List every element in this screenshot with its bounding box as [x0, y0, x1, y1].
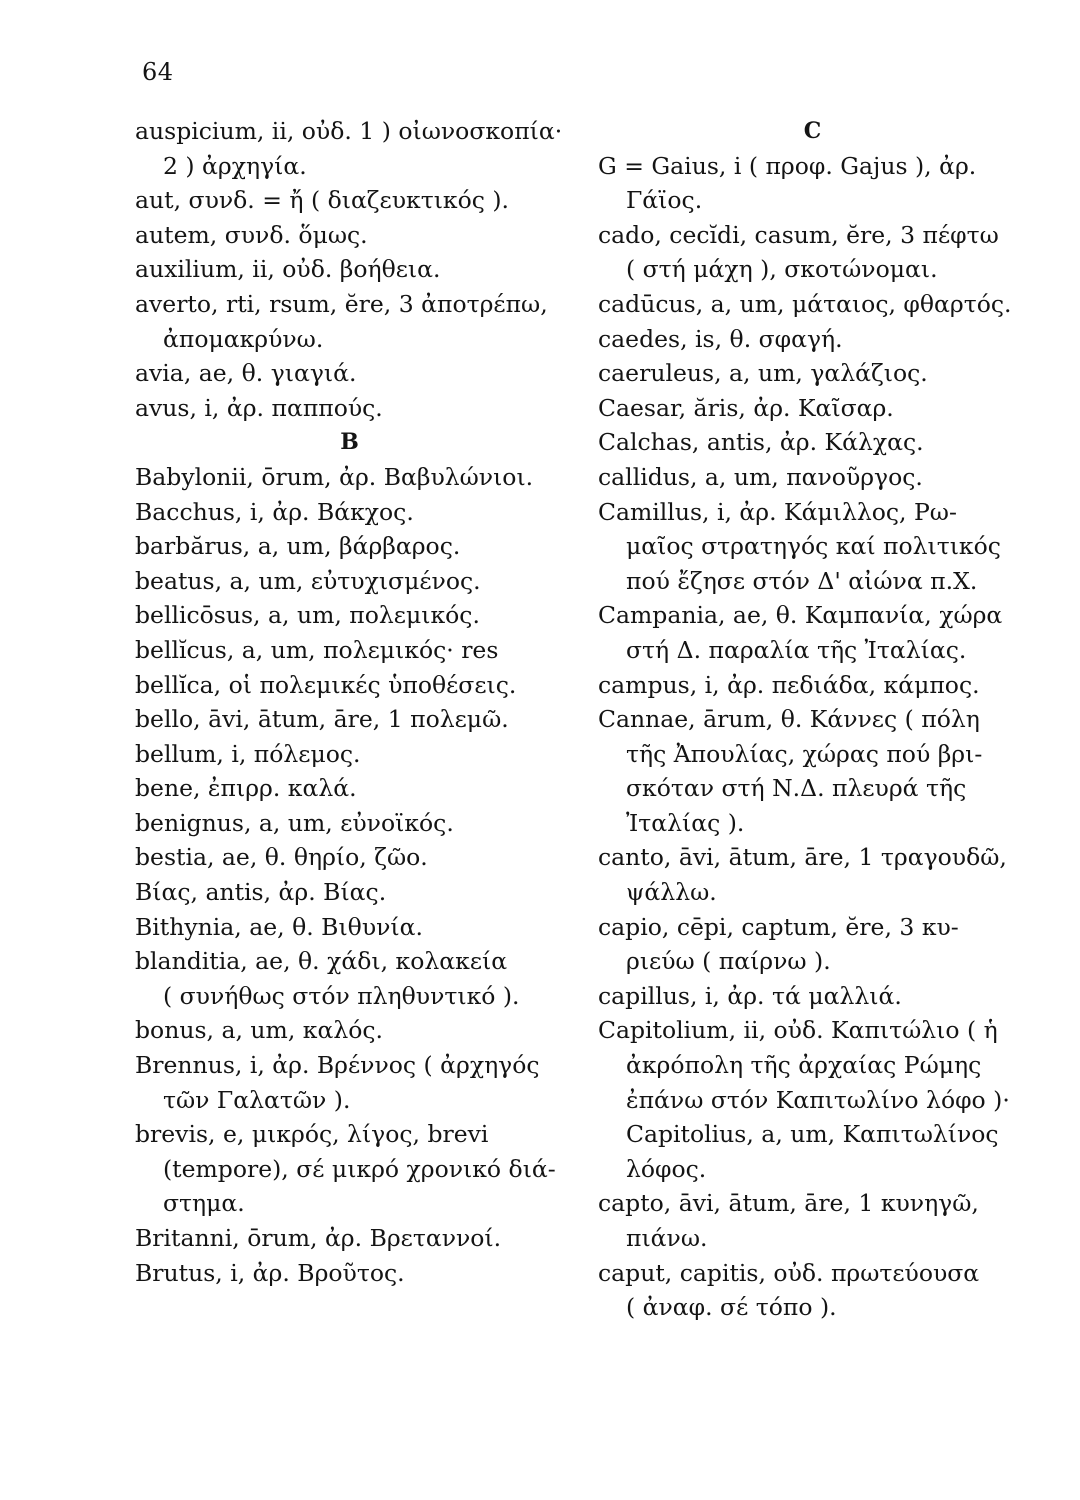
dictionary-line: Campania, ae, θ. Καμπανία, χώρα	[598, 601, 1003, 630]
dictionary-line: barbărus, a, um, βάρβαρος.	[135, 532, 461, 561]
dictionary-line: callidus, a, um, πανοῦργος.	[598, 462, 923, 491]
dictionary-line: μαῖος στρατηγός καί πολιτικός	[626, 532, 1001, 561]
dictionary-line: caput, capitis, οὐδ. πρωτεύουσα	[598, 1258, 980, 1287]
dictionary-line: ἀκρόπολη τῆς ἀρχαίας Ρώμης	[626, 1051, 982, 1080]
dictionary-line: bellĭca, οἱ πολεμικές ὑποθέσεις.	[135, 670, 517, 699]
dictionary-line: Britanni, ōrum, ἀρ. Βρεταννοί.	[135, 1224, 502, 1252]
dictionary-line: auxilium, ii, οὐδ. βοήθεια.	[135, 255, 441, 284]
dictionary-line: ( ἀναφ. σέ τόπο ).	[626, 1293, 837, 1322]
dictionary-line: bene, ἐπιρρ. καλά.	[135, 774, 357, 803]
dictionary-line: capillus, i, ἀρ. τά μαλλιά.	[598, 981, 902, 1010]
page-number: 64	[142, 58, 174, 86]
dictionary-line: 2 ) ἀρχηγία.	[163, 151, 307, 180]
dictionary-line: Βίας, antis, ἀρ. Βίας.	[135, 878, 387, 907]
dictionary-line: bestia, ae, θ. θηρίο, ζῶο.	[135, 843, 428, 872]
dictionary-line: bello, āvi, ātum, āre, 1 πολεμῶ.	[135, 705, 509, 734]
dictionary-line: capto, āvi, ātum, āre, 1 κυνηγῶ,	[598, 1189, 979, 1218]
dictionary-line: blanditia, ae, θ. χάδι, κολακεία	[135, 947, 508, 976]
dictionary-line: ἀπομακρύνω.	[163, 324, 324, 353]
letter-heading: C	[803, 118, 823, 144]
dictionary-line: campus, i, ἀρ. πεδιάδα, κάμπος.	[598, 670, 980, 699]
dictionary-line: Camillus, i, ἀρ. Κάμιλλος, Ρω-	[598, 497, 957, 526]
dictionary-line: cado, cecĭdi, casum, ĕre, 3 πέφτω	[598, 220, 999, 249]
right-column	[598, 114, 1028, 1325]
dictionary-line: τῶν Γαλατῶν ).	[163, 1085, 351, 1114]
dictionary-line: Ἰταλίας ).	[626, 808, 745, 837]
letter-heading: B	[340, 429, 360, 456]
dictionary-line: Brutus, i, ἀρ. Βροῦτος.	[135, 1258, 405, 1287]
dictionary-line: πού ἔζησε στόν Δ' αἰώνα π.Χ.	[626, 566, 978, 595]
dictionary-line: ( στή μάχη ), σκοτώνομαι.	[626, 255, 938, 284]
dictionary-line: avia, ae, θ. γιαγιά.	[135, 359, 357, 388]
dictionary-line: autem, συνδ. ὅμως.	[135, 220, 368, 249]
dictionary-line: caedes, is, θ. σφαγή.	[598, 324, 843, 353]
dictionary-line: canto, āvi, ātum, āre, 1 τραγουδῶ,	[598, 843, 1007, 872]
dictionary-line: (tempore), σέ μικρό χρονικό διά-	[163, 1154, 556, 1183]
dictionary-line: aut, συνδ. = ἤ ( διαζευκτικός ).	[135, 186, 510, 215]
dictionary-line: πιάνω.	[626, 1224, 708, 1252]
dictionary-line: bonus, a, um, καλός.	[135, 1016, 384, 1045]
dictionary-line: averto, rti, rsum, ĕre, 3 ἀποτρέπω,	[135, 289, 548, 318]
dictionary-line: τῆς Ἀπουλίας, χώρας πού βρι-	[626, 739, 983, 768]
dictionary-line: Caesar, ăris, ἀρ. Καῖσαρ.	[598, 393, 894, 422]
dictionary-line: Cannae, ārum, θ. Κάννες ( πόλη	[598, 705, 980, 734]
dictionary-line: Babylonii, ōrum, ἀρ. Βαβυλώνιοι.	[135, 462, 534, 491]
dictionary-line: Calchas, antis, ἀρ. Κάλχας.	[598, 428, 924, 457]
dictionary-line: benignus, a, um, εὐνοϊκός.	[135, 808, 454, 837]
dictionary-line: beatus, a, um, εὐτυχισμένος.	[135, 566, 481, 595]
dictionary-line: Brennus, i, ἀρ. Βρέννος ( ἀρχηγός	[135, 1051, 540, 1080]
dictionary-line: Bacchus, i, ἀρ. Βάκχος.	[135, 497, 414, 526]
dictionary-line: στημα.	[163, 1189, 245, 1218]
dictionary-line: ριεύω ( παίρνω ).	[626, 947, 831, 976]
dictionary-line: auspicium, ii, οὐδ. 1 ) οἰωνοσκοπία·	[135, 117, 563, 145]
dictionary-line: cadūcus, a, um, μάταιος, φθαρτός.	[598, 289, 1012, 318]
dictionary-line: G = Gaius, i ( προφ. Gajus ), ἀρ.	[598, 151, 977, 180]
dictionary-line: Γάϊος.	[626, 186, 703, 215]
dictionary-line: ἐπάνω στόν Καπιτωλίνο λόφο )·	[626, 1085, 1010, 1114]
dictionary-line: ( συνήθως στόν πληθυντικό ).	[163, 981, 520, 1010]
dictionary-line: Bithynia, ae, θ. Βιθυνία.	[135, 912, 423, 941]
dictionary-line: bellum, i, πόλεμος.	[135, 739, 361, 768]
dictionary-line: bellĭcus, a, um, πολεμικός· res	[135, 635, 499, 664]
dictionary-line: brevis, e, μικρός, λίγος, brevi	[135, 1120, 489, 1149]
dictionary-line: Capitolius, a, um, Καπιτωλίνος	[626, 1120, 999, 1149]
dictionary-line: στή Δ. παραλία τῆς Ἰταλίας.	[626, 635, 967, 664]
dictionary-line: capio, cēpi, captum, ĕre, 3 κυ-	[598, 912, 959, 941]
dictionary-line: avus, i, ἀρ. παππούς.	[135, 393, 383, 422]
dictionary-line: caeruleus, a, um, γαλάζιος.	[598, 359, 928, 388]
dictionary-line: λόφος.	[626, 1154, 707, 1183]
dictionary-line: Capitolium, ii, οὐδ. Καπιτώλιο ( ἡ	[598, 1016, 998, 1045]
left-column	[135, 114, 565, 1290]
dictionary-line: bellicōsus, a, um, πολεμικός.	[135, 601, 480, 630]
dictionary-line: σκόταν στή Ν.Δ. πλευρά τῆς	[626, 774, 967, 803]
dictionary-line: ψάλλω.	[626, 878, 717, 907]
